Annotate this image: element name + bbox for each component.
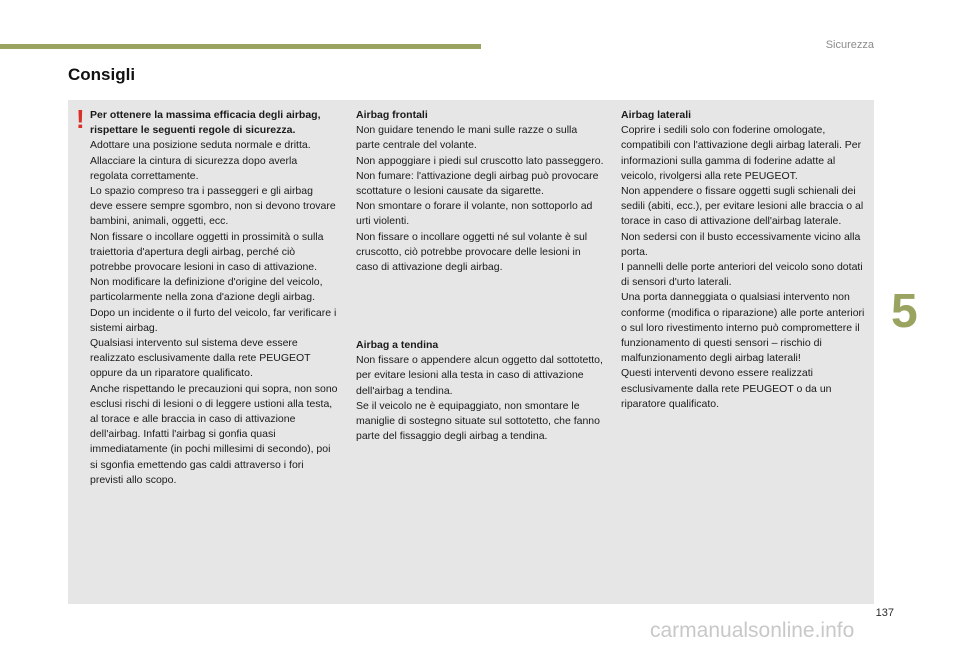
paragraph: Non modificare la definizione d'origine del veicolo, particolarmente nella zona d'azione degli airbag. [90, 276, 323, 304]
paragraph: Anche rispettando le precauzioni qui sopra, non sono esclusi rischi di lesioni o di leggere ustioni alla testa, al torace e alle braccia in caso di attivazione dell'airbag. Infatti l'airbag si gonfia quasi immediatamente (in pochi millesimi di secondo), poi si sgonfia emettendo gas caldi attraverso i fori previsti allo scopo. [90, 382, 338, 486]
header-accent-bar [0, 44, 481, 49]
paragraph: Non fissare o incollare oggetti né sul volante è sul cruscotto, ciò potrebbe provocare delle lesioni in caso di attivazione degli airbag. [356, 230, 588, 274]
paragraph: Non fissare o incollare oggetti in prossimità o sulla traiettoria d'apertura degli airbag, perché ciò potrebbe provocare lesioni in caso di attivazione. [90, 230, 324, 274]
paragraph: Non fumare: l'attivazione degli airbag può provocare scottature o lesioni causate da sigarette. [356, 169, 599, 198]
warning-icon: ! [76, 104, 85, 134]
column-curtain-airbags [356, 338, 604, 444]
chapter-number: 5 [891, 285, 918, 338]
curtain-airbags-heading: Airbag a tendina [356, 339, 439, 351]
section-title: Sicurezza [825, 39, 874, 51]
paragraph: I pannelli delle porte anteriori del veicolo sono dotati di sensori d'urto laterali. [621, 261, 863, 289]
paragraph: Adottare una posizione seduta normale e dritta. [90, 139, 311, 152]
paragraph: Non fissare o appendere alcun oggetto dal sottotetto, per evitare lesioni alla testa in caso di attivazione dell'airbag a tendina. [356, 354, 603, 397]
column-side-airbags [621, 108, 869, 412]
paragraph: Una porta danneggiata o qualsiasi intervento non conforme (modifica o riparazione) alle porte anteriori o sul loro rivestimento interno può compromettere il funzionamento di questi sensori – rischio di malfunzionamento degli airbag laterali! [621, 291, 865, 365]
side-airbags-heading: Airbag laterali [621, 109, 692, 121]
paragraph: Non smontare o forare il volante, non sottoporlo ad urti violenti. [356, 200, 593, 228]
paragraph: Coprire i sedili solo con foderine omologate, compatibili con l'attivazione degli airbag laterali. Per informazioni sulla gamma di foderine adatte al veicolo, rivolgersi alla rete PEUGEOT. [621, 124, 862, 182]
paragraph: Non guidare tenendo le mani sulle razze o sulla parte centrale del volante. [356, 124, 578, 152]
advice-heading: Per ottenere la massima efficacia degli airbag, rispettare le seguenti regole di sicurezza. [90, 109, 321, 137]
page-title: Consigli [68, 65, 136, 84]
page-number: 137 [875, 607, 894, 619]
paragraph: Lo spazio compreso tra i passeggeri e gli airbag deve essere sempre sgombro, non si devono trovare bambini, animali, oggetti, ecc. [90, 185, 336, 228]
watermark: carmanualsonline.info [650, 619, 855, 642]
paragraph: Non appoggiare i piedi sul cruscotto lato passeggero. [356, 154, 604, 167]
paragraph: Non appendere o fissare oggetti sugli schienali dei sedili (abiti, ecc.), per evitare lesioni alle braccia o al torace in caso di attivazione dell'airbag laterale. [621, 185, 864, 228]
paragraph: Se il veicolo ne è equipaggiato, non smontare le maniglie di sostegno situate sul sottotetto, che fanno parte del fissaggio degli airbag a tendina. [356, 399, 600, 443]
column-front-airbags [356, 108, 604, 275]
paragraph: Non sedersi con il busto eccessivamente vicino alla porta. [621, 230, 861, 258]
paragraph: Allacciare la cintura di sicurezza dopo averla regolata correttamente. [90, 154, 298, 182]
paragraph: Questi interventi devono essere realizzati esclusivamente dalla rete PEUGEOT o da un riparatore qualificato. [621, 367, 832, 410]
column-general-advice [90, 108, 338, 488]
front-airbags-heading: Airbag frontali [356, 109, 428, 121]
paragraph: Qualsiasi intervento sul sistema deve essere realizzato esclusivamente dalla rete PEUGEOT oppure da un riparatore qualificato. [90, 337, 311, 380]
paragraph: Dopo un incidente o il furto del veicolo, far verificare i sistemi airbag. [90, 306, 337, 334]
